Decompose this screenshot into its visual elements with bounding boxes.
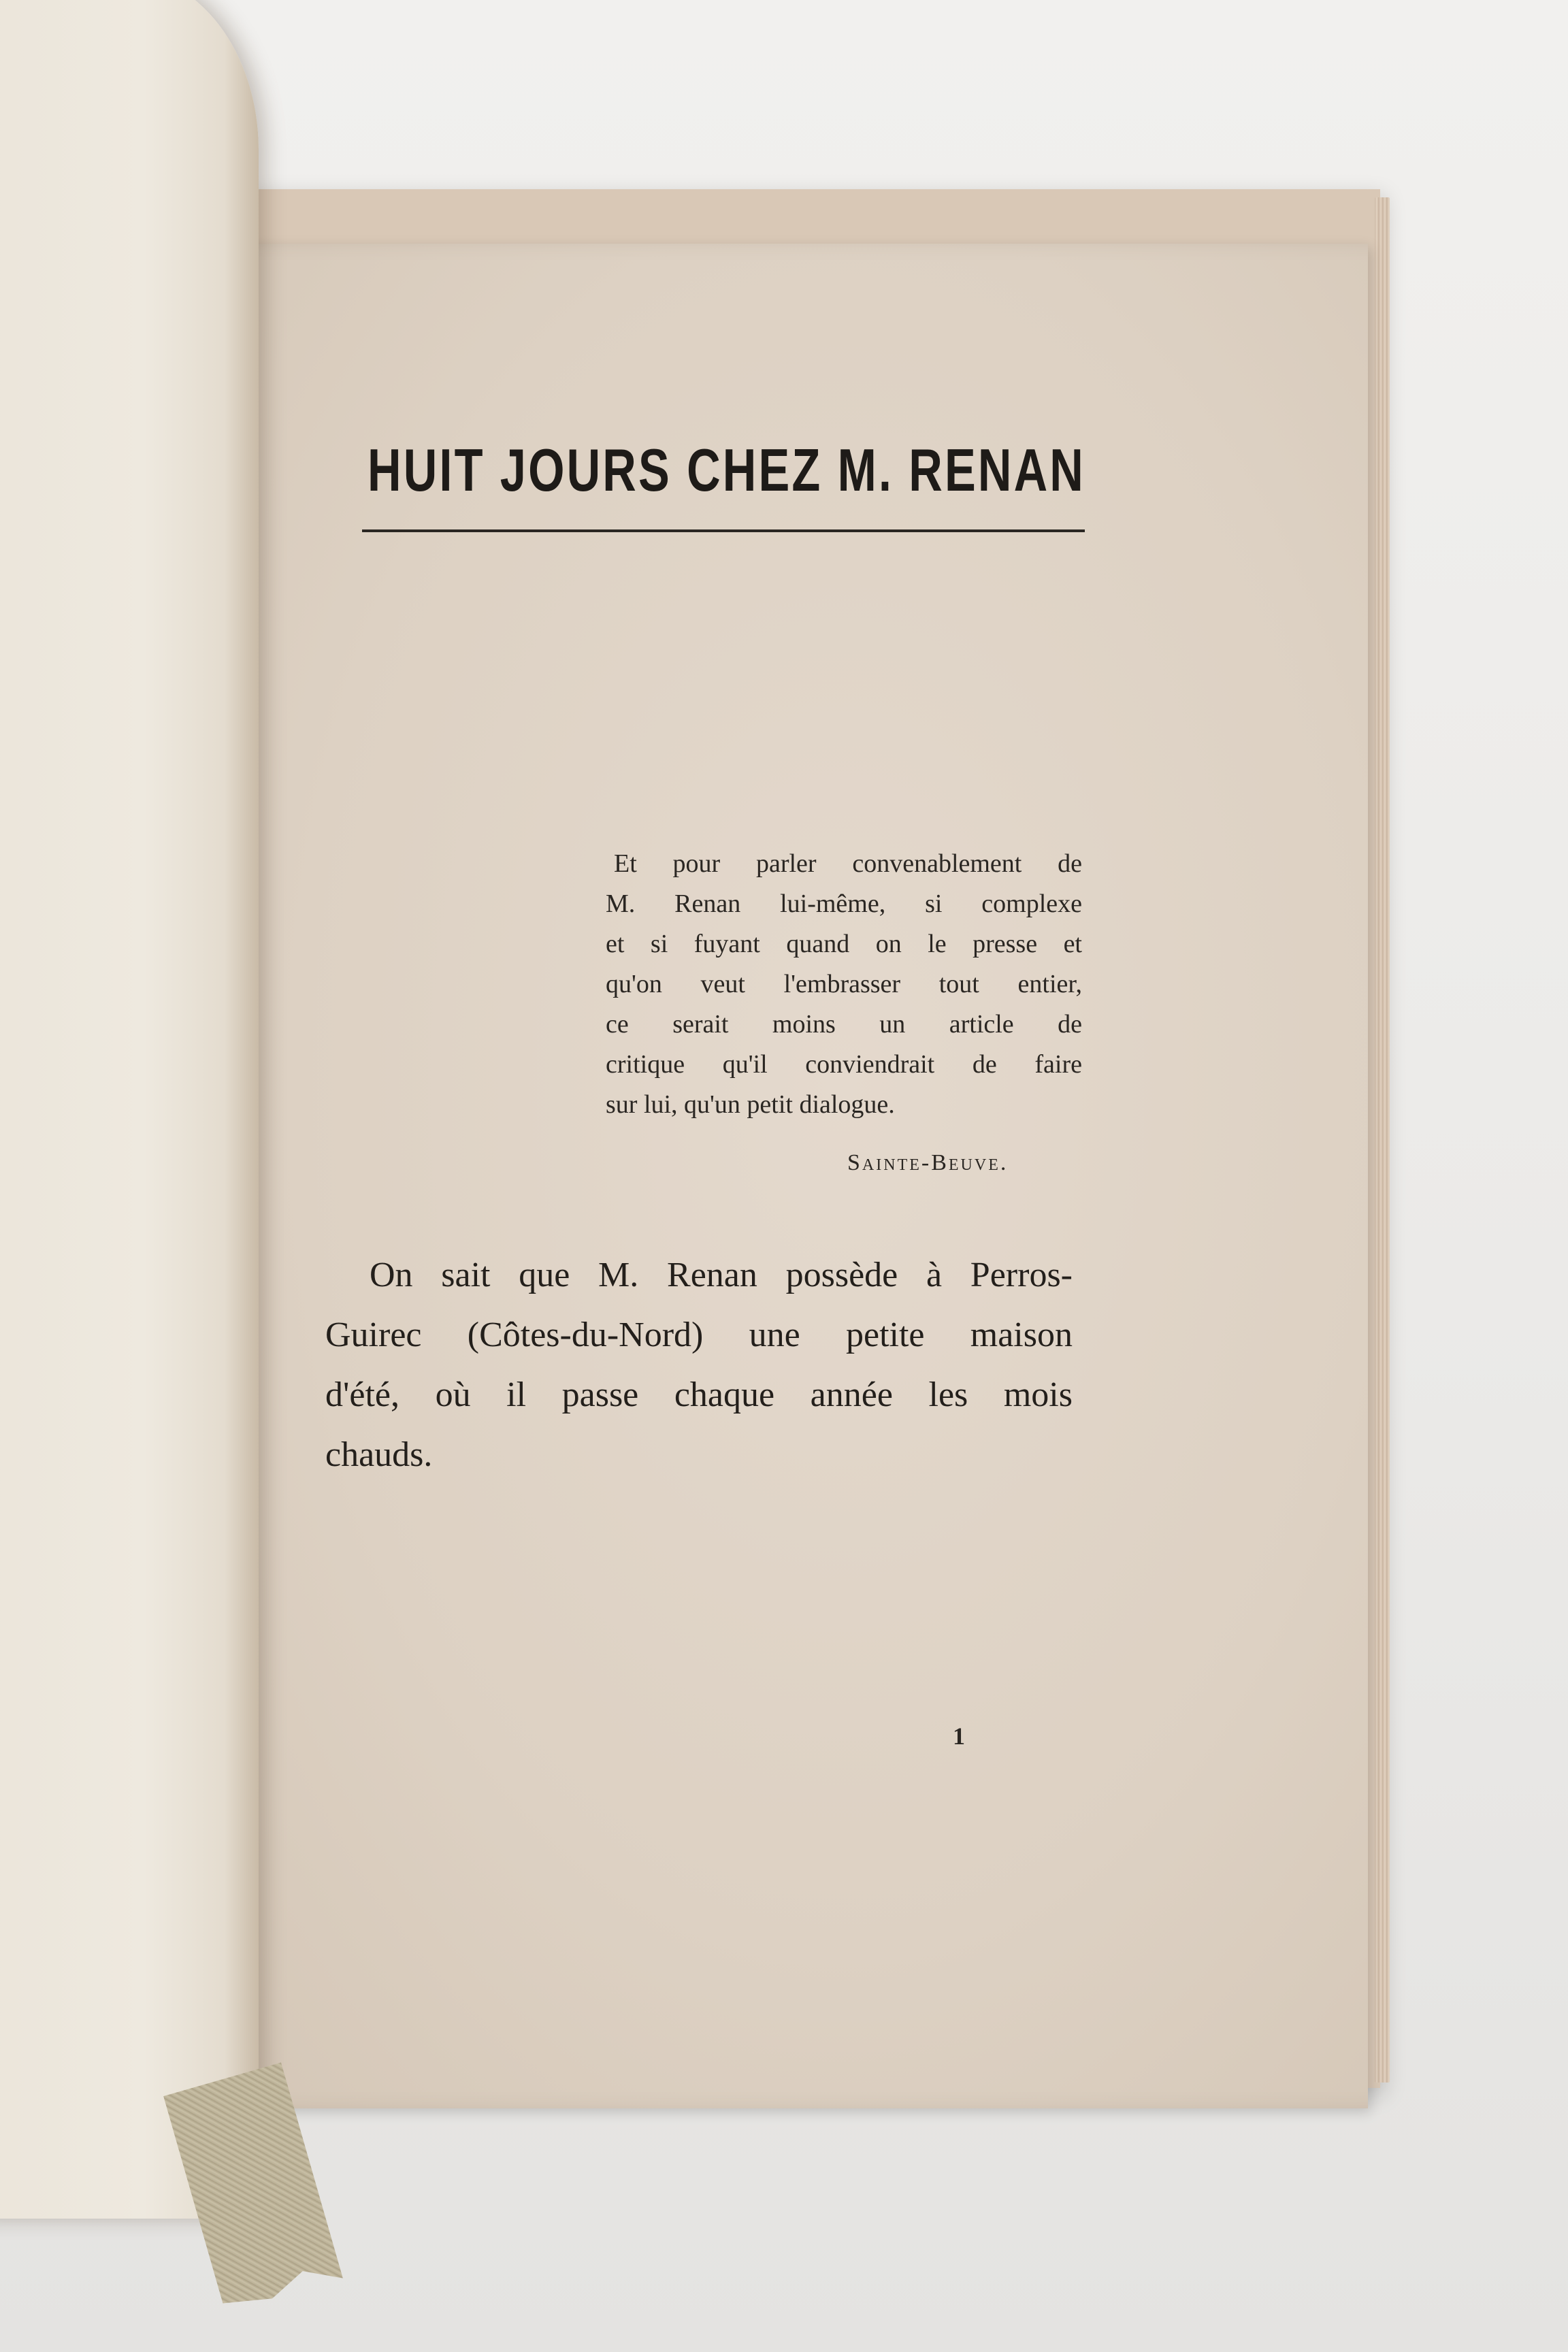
body-line: On sait que M. Renan possède à Perros- — [370, 1256, 1073, 1294]
left-curled-page — [0, 0, 259, 2219]
epigraph-line: ce serait moins un article de — [606, 1010, 1082, 1039]
page-title: HUIT JOURS CHEZ M. RENAN — [368, 436, 1085, 504]
title-underline — [362, 529, 1085, 532]
epigraph — [606, 844, 1082, 1125]
epigraph-line: qu'on veut l'embrasser tout entier, — [606, 970, 1082, 998]
epigraph-line: critique qu'il conviendrait de faire — [606, 1050, 1082, 1079]
epigraph-line: et si fuyant quand on le presse et — [606, 930, 1082, 958]
epigraph-attribution: Sainte-Beuve. — [847, 1150, 1009, 1175]
body-line: Guirec (Côtes-du-Nord) une petite maison — [325, 1316, 1073, 1354]
epigraph-line: Et pour parler convenablement de — [614, 849, 1082, 878]
book-page — [197, 244, 1368, 2108]
body-paragraph — [325, 1245, 1073, 1485]
body-line: d'été, où il passe chaque année les mois — [325, 1375, 1073, 1414]
epigraph-line: M. Renan lui-même, si complexe — [606, 889, 1082, 918]
body-line: chauds. — [325, 1435, 433, 1474]
epigraph-line: sur lui, qu'un petit dialogue. — [606, 1090, 895, 1119]
page-number: 1 — [953, 1722, 965, 1750]
